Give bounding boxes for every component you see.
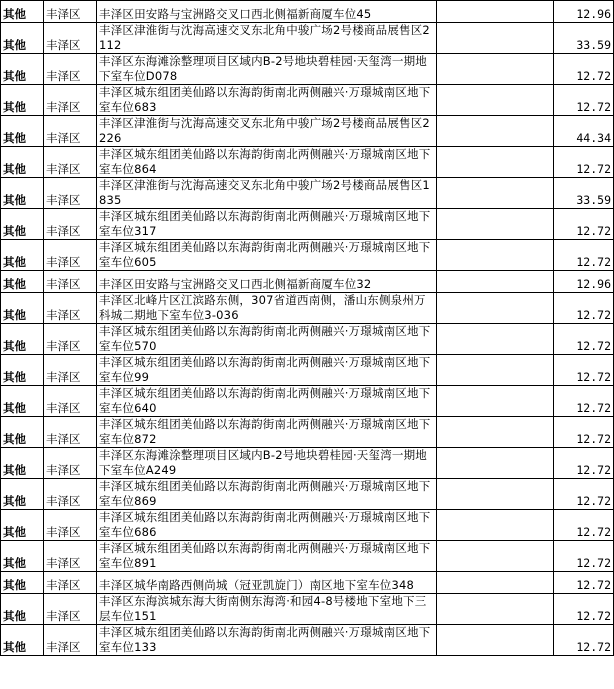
area-cell: 12.72 — [554, 85, 614, 116]
table-row — [1, 54, 614, 85]
empty-cell — [437, 417, 554, 448]
area-cell: 12.96 — [554, 271, 614, 293]
location-cell: 丰泽区东海滨城东海大街南侧东海湾·和园4-8号楼地下室地下三层车位151 — [97, 594, 437, 625]
area-cell: 33.59 — [554, 23, 614, 54]
category-cell: 其他 — [1, 572, 44, 594]
area-cell: 12.72 — [554, 293, 614, 324]
area-cell: 12.72 — [554, 510, 614, 541]
category-cell: 其他 — [1, 85, 44, 116]
table-row — [1, 625, 614, 656]
location-cell: 丰泽区城东组团美仙路以东海韵街南北两侧融兴·万璟城南区地下室车位872 — [97, 417, 437, 448]
area-cell: 12.96 — [554, 1, 614, 23]
area-cell: 12.72 — [554, 479, 614, 510]
category-cell: 其他 — [1, 178, 44, 209]
empty-cell — [437, 510, 554, 541]
district-cell: 丰泽区 — [44, 147, 97, 178]
category-cell: 其他 — [1, 479, 44, 510]
empty-cell — [437, 178, 554, 209]
empty-cell — [437, 240, 554, 271]
district-cell: 丰泽区 — [44, 293, 97, 324]
area-cell: 12.72 — [554, 386, 614, 417]
location-cell: 丰泽区津淮街与沈海高速交叉东北角中骏广场2号楼商品展售区1835 — [97, 178, 437, 209]
category-cell: 其他 — [1, 386, 44, 417]
category-cell: 其他 — [1, 209, 44, 240]
category-cell: 其他 — [1, 510, 44, 541]
district-cell: 丰泽区 — [44, 85, 97, 116]
empty-cell — [437, 147, 554, 178]
empty-cell — [437, 355, 554, 386]
category-cell: 其他 — [1, 355, 44, 386]
area-cell: 12.72 — [554, 324, 614, 355]
empty-cell — [437, 541, 554, 572]
table-row — [1, 271, 614, 293]
district-cell: 丰泽区 — [44, 594, 97, 625]
category-cell: 其他 — [1, 147, 44, 178]
area-cell: 12.72 — [554, 541, 614, 572]
district-cell: 丰泽区 — [44, 417, 97, 448]
location-cell: 丰泽区城东组团美仙路以东海韵街南北两侧融兴·万璟城南区地下室车位683 — [97, 85, 437, 116]
location-cell: 丰泽区城东组团美仙路以东海韵街南北两侧融兴·万璟城南区地下室车位864 — [97, 147, 437, 178]
empty-cell — [437, 448, 554, 479]
location-cell: 丰泽区田安路与宝洲路交叉口西北侧福新商厦车位32 — [97, 271, 437, 293]
location-cell: 丰泽区城东组团美仙路以东海韵街南北两侧融兴·万璟城南区地下室车位570 — [97, 324, 437, 355]
table-row — [1, 386, 614, 417]
location-cell: 丰泽区城东组团美仙路以东海韵街南北两侧融兴·万璟城南区地下室车位686 — [97, 510, 437, 541]
district-cell: 丰泽区 — [44, 355, 97, 386]
table-row — [1, 448, 614, 479]
category-cell: 其他 — [1, 293, 44, 324]
table-row — [1, 147, 614, 178]
location-cell: 丰泽区城东组团美仙路以东海韵街南北两侧融兴·万璟城南区地下室车位99 — [97, 355, 437, 386]
table-row — [1, 417, 614, 448]
empty-cell — [437, 479, 554, 510]
district-cell: 丰泽区 — [44, 324, 97, 355]
district-cell: 丰泽区 — [44, 116, 97, 147]
district-cell: 丰泽区 — [44, 209, 97, 240]
area-cell: 12.72 — [554, 417, 614, 448]
category-cell: 其他 — [1, 240, 44, 271]
location-cell: 丰泽区东海滩涂整理项目区域内B-2号地块碧桂园·天玺湾一期地下室车位A249 — [97, 448, 437, 479]
empty-cell — [437, 324, 554, 355]
table-row — [1, 479, 614, 510]
table-row — [1, 324, 614, 355]
category-cell: 其他 — [1, 324, 44, 355]
area-cell: 12.72 — [554, 240, 614, 271]
table-row — [1, 594, 614, 625]
empty-cell — [437, 625, 554, 656]
category-cell: 其他 — [1, 448, 44, 479]
location-cell: 丰泽区津淮街与沈海高速交叉东北角中骏广场2号楼商品展售区2112 — [97, 23, 437, 54]
location-cell: 丰泽区津淮街与沈海高速交叉东北角中骏广场2号楼商品展售区2226 — [97, 116, 437, 147]
district-cell: 丰泽区 — [44, 240, 97, 271]
category-cell: 其他 — [1, 541, 44, 572]
location-cell: 丰泽区东海滩涂整理项目区域内B-2号地块碧桂园·天玺湾一期地下室车位D078 — [97, 54, 437, 85]
district-cell: 丰泽区 — [44, 178, 97, 209]
location-cell: 丰泽区田安路与宝洲路交叉口西北侧福新商厦车位45 — [97, 1, 437, 23]
location-cell: 丰泽区城东组团美仙路以东海韵街南北两侧融兴·万璟城南区地下室车位891 — [97, 541, 437, 572]
area-cell: 12.72 — [554, 572, 614, 594]
table-row — [1, 355, 614, 386]
category-cell: 其他 — [1, 1, 44, 23]
area-cell: 12.72 — [554, 355, 614, 386]
location-cell: 丰泽区城东组团美仙路以东海韵街南北两侧融兴·万璟城南区地下室车位133 — [97, 625, 437, 656]
category-cell: 其他 — [1, 594, 44, 625]
district-cell: 丰泽区 — [44, 54, 97, 85]
district-cell: 丰泽区 — [44, 572, 97, 594]
empty-cell — [437, 572, 554, 594]
table-row — [1, 510, 614, 541]
area-cell: 12.72 — [554, 147, 614, 178]
category-cell: 其他 — [1, 417, 44, 448]
location-cell: 丰泽区城东组团美仙路以东海韵街南北两侧融兴·万璟城南区地下室车位640 — [97, 386, 437, 417]
district-cell: 丰泽区 — [44, 479, 97, 510]
district-cell: 丰泽区 — [44, 1, 97, 23]
location-cell: 丰泽区城东组团美仙路以东海韵街南北两侧融兴·万璟城南区地下室车位317 — [97, 209, 437, 240]
area-cell: 12.72 — [554, 209, 614, 240]
district-cell: 丰泽区 — [44, 541, 97, 572]
area-cell: 33.59 — [554, 178, 614, 209]
empty-cell — [437, 54, 554, 85]
empty-cell — [437, 116, 554, 147]
empty-cell — [437, 271, 554, 293]
location-cell: 丰泽区北峰片区江滨路东侧，307省道西南侧，潘山东侧泉州万科城二期地下室车位3-036 — [97, 293, 437, 324]
location-cell: 丰泽区城华南路西侧尚城（冠亚凯旋门）南区地下室车位348 — [97, 572, 437, 594]
district-cell: 丰泽区 — [44, 510, 97, 541]
district-cell: 丰泽区 — [44, 271, 97, 293]
empty-cell — [437, 85, 554, 116]
table-body — [1, 1, 614, 656]
empty-cell — [437, 23, 554, 54]
empty-cell — [437, 1, 554, 23]
district-cell: 丰泽区 — [44, 625, 97, 656]
table-row — [1, 209, 614, 240]
empty-cell — [437, 594, 554, 625]
empty-cell — [437, 209, 554, 240]
district-cell: 丰泽区 — [44, 386, 97, 417]
empty-cell — [437, 386, 554, 417]
area-cell: 44.34 — [554, 116, 614, 147]
district-cell: 丰泽区 — [44, 448, 97, 479]
table-row — [1, 240, 614, 271]
table-row — [1, 1, 614, 23]
table-row — [1, 541, 614, 572]
area-cell: 12.72 — [554, 448, 614, 479]
category-cell: 其他 — [1, 54, 44, 85]
table-row — [1, 116, 614, 147]
category-cell: 其他 — [1, 23, 44, 54]
table-row — [1, 178, 614, 209]
table-row — [1, 85, 614, 116]
table-row — [1, 293, 614, 324]
area-cell: 12.72 — [554, 625, 614, 656]
table-row — [1, 572, 614, 594]
table-row — [1, 23, 614, 54]
category-cell: 其他 — [1, 271, 44, 293]
category-cell: 其他 — [1, 116, 44, 147]
district-cell: 丰泽区 — [44, 23, 97, 54]
location-cell: 丰泽区城东组团美仙路以东海韵街南北两侧融兴·万璟城南区地下室车位869 — [97, 479, 437, 510]
location-cell: 丰泽区城东组团美仙路以东海韵街南北两侧融兴·万璟城南区地下室车位605 — [97, 240, 437, 271]
empty-cell — [437, 293, 554, 324]
area-cell: 12.72 — [554, 54, 614, 85]
category-cell: 其他 — [1, 625, 44, 656]
area-cell: 12.72 — [554, 594, 614, 625]
